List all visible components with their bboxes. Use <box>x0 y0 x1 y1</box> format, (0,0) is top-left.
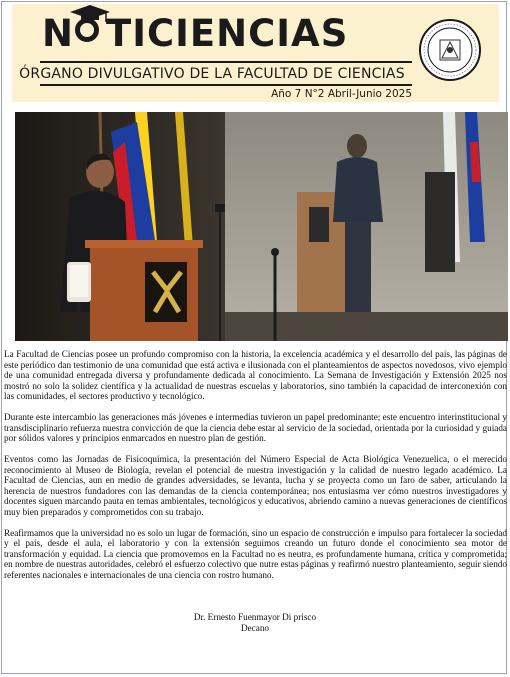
editorial-paragraph: Reafirmamos que la universidad no es solo un lugar de formación, sino un espacio de construcción e impulso para fortalecer la sociedad y el país, desde el aula, el laboratorio y con la extensión seguimos creando un futuro donde el conocimiento sea motor de transformación y equidad. La ciencia que promovemos en la Facultad no es neutra, es profundamente humana, crítica y comprometida; en nombre de nuestras autoridades, celebró el esfuerzo colectivo que nutre estas páginas y reafirmó nuestro planteamiento, seguir siendo referentes nacionales e internacionales de una ciencia con rostro humano. <box>4 527 507 580</box>
projected-speaker <box>333 157 383 222</box>
editorial-paragraph: Eventos como las Jornadas de Fisicoquímica, la presentación del Número Especial de Acta Biológica Venezuelica, o el merecido reconocimiento al Museo de Biología, revelan el potencial de nuestra investigación y la calidad de nuestro legado académico. La Facultad de Ciencias, aun en medio de grandes adversidades, se levanta, lucha y se proyecta como un faro de saber, articulando la herencia de nuestros fundadores con las demandas de la ciencia contemporánea; nos entusiasma ver cómo nuestros investigadores y docentes siguen marcando pauta en temas ambientales, tecnológicos y educativos, abriendo camino a nuevas generaciones de científicos muy bien preparados y comprometidos con su trabajo. <box>4 454 507 517</box>
signature-role: Decano <box>240 623 270 633</box>
graduation-cap-icon <box>74 16 106 46</box>
signature-block <box>0 612 510 634</box>
event-photo-illustration <box>15 112 508 341</box>
title-suffix: TICIENCIAS <box>105 12 349 55</box>
editorial-text <box>4 349 507 591</box>
masthead-subtitle: ÓRGANO DIVULGATIVO DE LA FACULTAD DE CIENCIAS <box>19 66 405 82</box>
newspaper-title <box>42 14 348 54</box>
masthead-rule-bottom <box>40 84 412 86</box>
masthead-rule-top <box>40 61 412 63</box>
signature-name: Dr. Ernesto Fuenmayor Di prisco <box>193 612 317 622</box>
title-prefix: N <box>42 12 74 55</box>
university-seal-icon <box>418 18 482 82</box>
issue-info: Año 7 N°2 Abril-Junio 2025 <box>271 88 412 100</box>
editorial-paragraph: Durante este intercambio las generaciones más jóvenes e intermedias tuvieron un papel predominante; este encuentro interinstitucional y transdisciplinario refuerza nuestra convicción de que la ciencia debe estar al servicio de la sociedad, orientada por la curiosidad y guiada por sólidos valores y principios enmarcados en nuestro plan de gestión. <box>4 412 507 443</box>
editorial-paragraph: La Facultad de Ciencias posee un profundo compromiso con la historia, la excelencia académica y el desarrollo del país, las páginas de este periódico dan testimonio de una comunidad que está activa e ilusionada con el planteamientos de aspectos novedosos, vivo ejemplo de una comunidad entregada diversa y profundamente dedicada al conocimiento. La Semana de Investigación y Extensión 2025 nos mostró no solo la solidez científica y la actualidad de nuestras escuelas y laboratorios, sino también la capacidad de interconexión con las comunidades, el sectores productivo y tecnológico. <box>4 349 507 401</box>
masthead <box>12 4 499 102</box>
event-photo <box>15 112 508 341</box>
